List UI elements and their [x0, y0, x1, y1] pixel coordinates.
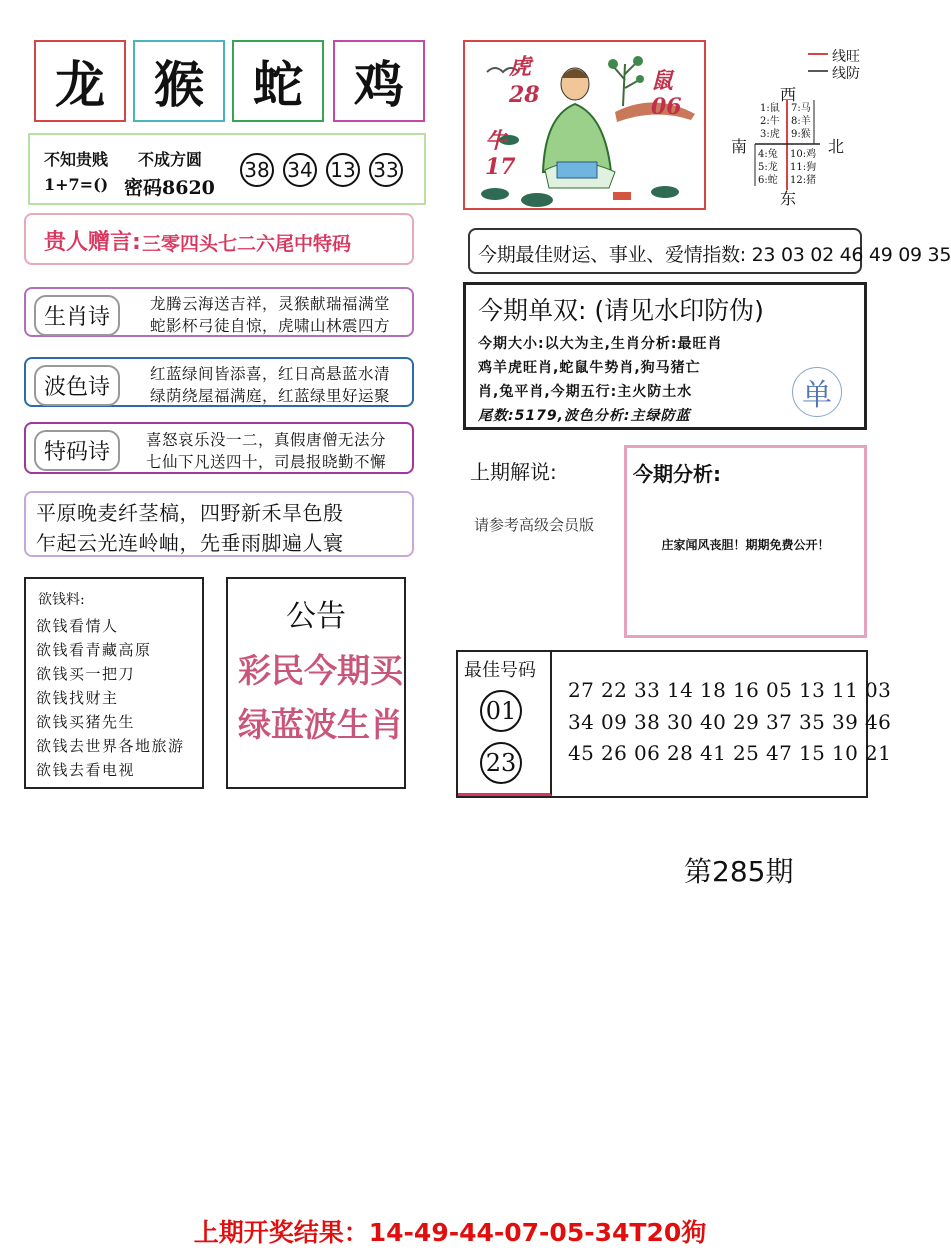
compass-item: 10:鸡 [790, 149, 817, 160]
poem-line: 红蓝绿间皆添喜，红日高悬蓝水清 [150, 365, 391, 383]
legend-strong: 线旺 [832, 49, 860, 65]
notice-line: 绿蓝波生肖 [238, 705, 403, 744]
compass-item: 8:羊 [791, 116, 811, 127]
riddle-equation: 1+7=() [44, 175, 109, 194]
best-numbers-label-cell [458, 652, 552, 796]
tiger-label: 虎 [509, 54, 532, 80]
number-circle: 34 [283, 153, 317, 187]
number-circle: 13 [326, 153, 360, 187]
poem-tag: 生肖诗 [34, 295, 120, 336]
money-header: 欲钱料: [38, 592, 85, 608]
special-poem-box [24, 422, 414, 474]
issue-number: 第285期 [684, 855, 794, 888]
compass-item: 12:猪 [790, 175, 817, 186]
analysis-line: 鸡羊虎旺肖,蛇鼠牛势肖,狗马猪亡 [478, 360, 701, 376]
direction-south: 南 [731, 137, 748, 156]
poem-tag: 特码诗 [34, 430, 120, 471]
compass-item: 5:龙 [758, 162, 778, 173]
compass-item: 11:狗 [790, 162, 817, 173]
verse-line: 乍起云光连岭岫，先垂雨脚遍人寰 [36, 531, 344, 555]
best-number-circle: 01 [480, 690, 522, 732]
compass-item: 4:兔 [758, 149, 778, 160]
current-analysis-box [624, 445, 867, 638]
poem-line: 七仙下凡送四十，司晨报晓勤不懈 [146, 453, 387, 471]
money-item: 欲钱去世界各地旅游 [36, 737, 185, 755]
odd-even-title: 今期单双: (请见水印防伪) [478, 296, 764, 325]
poem-line: 绿荫绕屋福满庭，红蓝绿里好运聚 [150, 387, 391, 405]
analysis-title: 今期分析: [633, 462, 721, 486]
money-item: 欲钱买一把刀 [36, 665, 136, 683]
luck-index-text: 今期最佳财运、事业、爱情指数: 23 03 02 46 49 09 35 [478, 244, 951, 266]
compass-item: 6:蛇 [758, 175, 778, 186]
color-poem-box [24, 357, 414, 407]
poem-tag: 波色诗 [34, 365, 120, 406]
money-item: 欲钱买猪先生 [36, 713, 136, 731]
money-item: 欲钱看情人 [36, 617, 119, 635]
notice-line: 彩民今期买 [238, 651, 403, 690]
zodiac-char: 蛇 [253, 55, 303, 114]
compass-item: 7:马 [791, 103, 811, 114]
riddle-text: 不成方圆 [138, 150, 203, 169]
direction-north: 北 [828, 137, 845, 156]
gift-text: 三零四头七二六尾中特码 [142, 233, 352, 255]
number-circle: 33 [369, 153, 403, 187]
number-row: 27 22 33 14 18 16 05 13 11 03 [568, 678, 892, 702]
zodiac-char: 猴 [154, 55, 204, 114]
analysis-line: 今期大小:以大为主,生肖分析:最旺肖 [478, 336, 723, 352]
riddle-password: 密码8620 [124, 177, 215, 199]
tiger-number: 28 [509, 82, 540, 108]
last-draw-result: 上期开奖结果：14-49-44-07-05-34T20狗 [193, 1218, 707, 1247]
poem-line: 龙腾云海送吉祥，灵猴献瑞福满堂 [150, 295, 391, 313]
gift-label: 贵人赠言: [44, 230, 141, 255]
verse-line: 平原晚麦纤茎槁，四野新禾旱色殷 [36, 501, 344, 525]
poem-line: 喜怒哀乐没一二，真假唐僧无法分 [146, 431, 387, 449]
legend-guard: 线防 [832, 66, 860, 82]
best-numbers-title: 最佳号码 [464, 660, 536, 681]
number-row: 45 26 06 28 41 25 47 15 10 21 [568, 741, 892, 765]
best-numbers-box [456, 650, 892, 798]
number-row: 34 09 38 30 40 29 37 35 39 46 [568, 710, 892, 734]
zodiac-char: 龙 [55, 55, 105, 114]
rat-number: 06 [651, 94, 682, 120]
direction-west: 西 [780, 85, 797, 104]
direction-east: 东 [780, 189, 797, 208]
odd-even-box [463, 282, 867, 430]
number-circle: 38 [240, 153, 274, 187]
poem-line: 蛇影杯弓徒自惊，虎啸山林震四方 [150, 317, 391, 335]
money-item: 欲钱去看电视 [36, 761, 136, 779]
money-item: 欲钱找财主 [36, 689, 119, 707]
compass-item: 9:猴 [791, 129, 811, 140]
zodiac-poem-box [24, 287, 414, 337]
watermark-stamp: 单 [792, 367, 842, 417]
compass-item: 3:虎 [760, 129, 780, 140]
ox-label: 牛 [485, 128, 508, 154]
analysis-line: 尾数:5179,波色分析:主绿防蓝 [478, 408, 691, 424]
verse-box [24, 491, 414, 557]
analysis-body: 庄家闻风丧胆！期期免费公开！ [661, 538, 830, 552]
rat-label: 鼠 [651, 68, 674, 94]
compass-item: 1:鼠 [760, 103, 780, 114]
best-number-circle: 23 [480, 742, 522, 784]
money-item: 欲钱看青藏高原 [36, 641, 152, 659]
compass-item: 2:牛 [760, 116, 780, 127]
analysis-line: 肖,兔平肖,今期五行:主火防土水 [478, 384, 693, 400]
notice-box [226, 577, 406, 789]
luck-index-box [468, 228, 951, 274]
zodiac-char: 鸡 [354, 55, 404, 114]
riddle-text: 不知贵贱 [44, 150, 109, 169]
gift-words-box [24, 213, 414, 265]
notice-title: 公告 [286, 599, 346, 634]
money-riddle-box [24, 577, 204, 789]
last-explanation-title: 上期解说: [470, 460, 557, 484]
ox-number: 17 [485, 154, 516, 180]
last-explanation-note: 请参考高级会员版 [474, 516, 595, 534]
